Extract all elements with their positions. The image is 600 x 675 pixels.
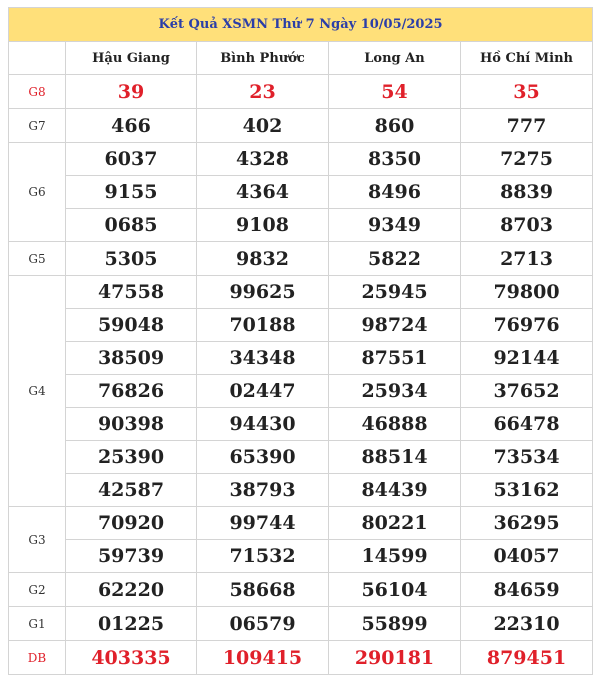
prize-number: 54 xyxy=(329,75,461,109)
prize-number: 98724 xyxy=(329,309,461,342)
prize-number: 25934 xyxy=(329,375,461,408)
prize-number: 46888 xyxy=(329,408,461,441)
prize-row-g4 xyxy=(9,375,593,408)
prize-number: 777 xyxy=(461,109,593,143)
prize-number: 8839 xyxy=(461,176,593,209)
prize-number: 25390 xyxy=(66,441,197,474)
prize-row-g6 xyxy=(9,143,593,176)
prize-number: 25945 xyxy=(329,276,461,309)
prize-number: 76826 xyxy=(66,375,197,408)
special-prize-number: 403335 xyxy=(66,641,197,675)
prize-number: 2713 xyxy=(461,242,593,276)
prize-label-g6: G6 xyxy=(9,143,66,242)
prize-row-g3 xyxy=(9,540,593,573)
prize-label-g8: G8 xyxy=(9,75,66,109)
prize-number: 860 xyxy=(329,109,461,143)
prize-number: 37652 xyxy=(461,375,593,408)
special-prize-number: 290181 xyxy=(329,641,461,675)
prize-number: 402 xyxy=(197,109,329,143)
prize-number: 22310 xyxy=(461,607,593,641)
prize-number: 73534 xyxy=(461,441,593,474)
prize-number: 7275 xyxy=(461,143,593,176)
prize-number: 56104 xyxy=(329,573,461,607)
prize-number: 35 xyxy=(461,75,593,109)
prize-row-special xyxy=(9,641,593,675)
prize-number: 8496 xyxy=(329,176,461,209)
prize-row-g1 xyxy=(9,607,593,641)
prize-number: 4364 xyxy=(197,176,329,209)
prize-number: 99625 xyxy=(197,276,329,309)
province-header: Hồ Chí Minh xyxy=(461,42,593,75)
prize-label-g5: G5 xyxy=(9,242,66,276)
prize-number: 42587 xyxy=(66,474,197,507)
prize-row-g4 xyxy=(9,474,593,507)
province-header: Bình Phước xyxy=(197,42,329,75)
prize-label-g4: G4 xyxy=(9,276,66,507)
prize-number: 76976 xyxy=(461,309,593,342)
special-prize-number: 879451 xyxy=(461,641,593,675)
lottery-results-table xyxy=(8,7,593,675)
header-empty-cell xyxy=(9,42,66,75)
province-header: Hậu Giang xyxy=(66,42,197,75)
prize-number: 65390 xyxy=(197,441,329,474)
province-header: Long An xyxy=(329,42,461,75)
prize-number: 84439 xyxy=(329,474,461,507)
prize-number: 55899 xyxy=(329,607,461,641)
prize-number: 59048 xyxy=(66,309,197,342)
prize-number: 4328 xyxy=(197,143,329,176)
prize-number: 53162 xyxy=(461,474,593,507)
prize-number: 38509 xyxy=(66,342,197,375)
prize-number: 8703 xyxy=(461,209,593,242)
prize-row-g6 xyxy=(9,209,593,242)
prize-number: 23 xyxy=(197,75,329,109)
prize-row-g7 xyxy=(9,109,593,143)
prize-number: 71532 xyxy=(197,540,329,573)
prize-number: 38793 xyxy=(197,474,329,507)
prize-row-g4 xyxy=(9,342,593,375)
title-row xyxy=(9,8,593,42)
prize-number: 58668 xyxy=(197,573,329,607)
prize-row-g5 xyxy=(9,242,593,276)
prize-number: 79800 xyxy=(461,276,593,309)
prize-number: 90398 xyxy=(66,408,197,441)
prize-row-g4 xyxy=(9,441,593,474)
prize-number: 87551 xyxy=(329,342,461,375)
prize-number: 5305 xyxy=(66,242,197,276)
prize-number: 47558 xyxy=(66,276,197,309)
prize-number: 80221 xyxy=(329,507,461,540)
prize-number: 8350 xyxy=(329,143,461,176)
prize-number: 9349 xyxy=(329,209,461,242)
prize-row-g6 xyxy=(9,176,593,209)
prize-row-g4 xyxy=(9,408,593,441)
prize-number: 04057 xyxy=(461,540,593,573)
province-header-row xyxy=(9,42,593,75)
prize-number: 6037 xyxy=(66,143,197,176)
prize-number: 02447 xyxy=(197,375,329,408)
prize-number: 94430 xyxy=(197,408,329,441)
prize-number: 70920 xyxy=(66,507,197,540)
prize-row-g4 xyxy=(9,276,593,309)
prize-label-g7: G7 xyxy=(9,109,66,143)
prize-number: 84659 xyxy=(461,573,593,607)
prize-number: 39 xyxy=(66,75,197,109)
table-title: Kết Quả XSMN Thứ 7 Ngày 10/05/2025 xyxy=(9,8,593,42)
prize-row-g3 xyxy=(9,507,593,540)
prize-row-g2 xyxy=(9,573,593,607)
prize-number: 62220 xyxy=(66,573,197,607)
prize-number: 14599 xyxy=(329,540,461,573)
prize-number: 9832 xyxy=(197,242,329,276)
prize-number: 99744 xyxy=(197,507,329,540)
prize-number: 466 xyxy=(66,109,197,143)
special-prize-number: 109415 xyxy=(197,641,329,675)
prize-number: 92144 xyxy=(461,342,593,375)
prize-label-g3: G3 xyxy=(9,507,66,573)
prize-number: 36295 xyxy=(461,507,593,540)
prize-number: 5822 xyxy=(329,242,461,276)
prize-number: 9155 xyxy=(66,176,197,209)
prize-number: 06579 xyxy=(197,607,329,641)
prize-row-g8 xyxy=(9,75,593,109)
prize-row-g4 xyxy=(9,309,593,342)
prize-number: 70188 xyxy=(197,309,329,342)
prize-number: 34348 xyxy=(197,342,329,375)
prize-number: 59739 xyxy=(66,540,197,573)
prize-number: 01225 xyxy=(66,607,197,641)
prize-number: 88514 xyxy=(329,441,461,474)
prize-number: 0685 xyxy=(66,209,197,242)
prize-label-g1: G1 xyxy=(9,607,66,641)
results-table-container xyxy=(8,7,592,675)
prize-number: 9108 xyxy=(197,209,329,242)
prize-number: 66478 xyxy=(461,408,593,441)
prize-label-special: DB xyxy=(9,641,66,675)
prize-label-g2: G2 xyxy=(9,573,66,607)
